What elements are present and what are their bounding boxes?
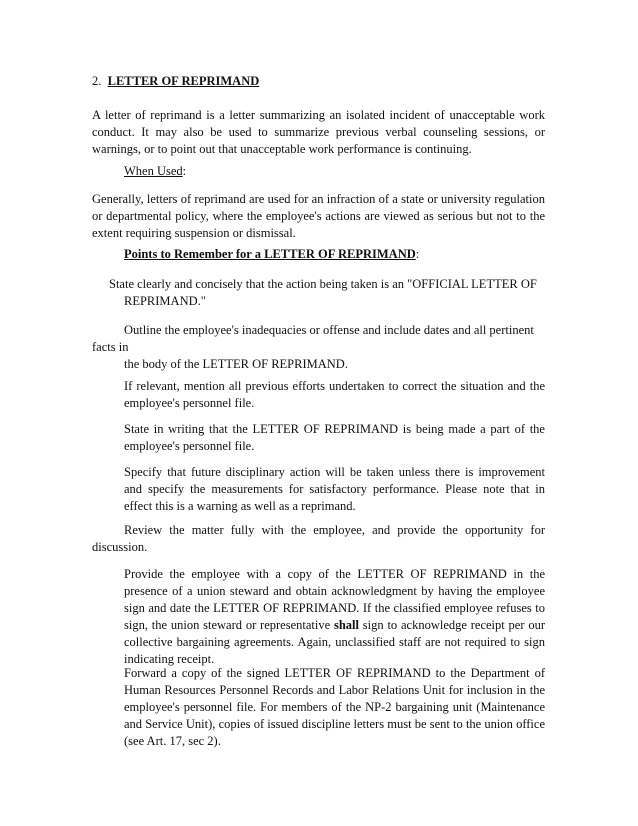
section-heading — [92, 73, 545, 90]
point-2-line-3: the body of the LETTER OF REPRIMAND. — [124, 357, 348, 371]
section-number: 2. — [92, 74, 102, 88]
point-2-line-1: Outline the employee's inadequacies or offense and include dates and all pertinent — [124, 323, 534, 337]
intro-paragraph: A letter of reprimand is a letter summarizing an isolated incident of unacceptable work conduct. It may also be used to summarize previous verbal counseling sessions, or warnings, or to point out that unacceptable work performance is continuing. — [92, 108, 545, 156]
points-heading-label: Points to Remember for a LETTER OF REPRIMAND — [124, 247, 416, 261]
when-used-label: When Used — [124, 164, 183, 178]
point-1-line-2: REPRIMAND." — [124, 294, 206, 308]
point-8: Forward a copy of the signed LETTER OF REPRIMAND to the Department of Human Resources Personnel Records and Labor Relations Unit for inclusion in the employee's personnel file. For members of the NP-2 bargaining unit (Maintenance and Service Unit), copies of issued discipline letters must be sent to the union office (see Art. 17, sec 2). — [124, 666, 545, 748]
point-4: State in writing that the LETTER OF REPRIMAND is being made a part of the employee's personnel file. — [124, 422, 545, 453]
point-3: If relevant, mention all previous efforts undertaken to correct the situation and the employee's personnel file. — [124, 379, 545, 410]
section-title: LETTER OF REPRIMAND — [107, 74, 260, 88]
point-2-line-2: facts in — [92, 340, 129, 354]
point-5: Specify that future disciplinary action will be taken unless there is improvement and specify the measurements for satisfactory performance. Please note that in effect this is a warning as well as a reprimand. — [124, 465, 545, 513]
point-6-line-1: Review the matter fully with the employee, and provide the opportunity for — [124, 523, 545, 537]
point-1-line-1: State clearly and concisely that the action being taken is an "OFFICIAL LETTER OF — [109, 277, 537, 291]
when-used-heading: When Used: — [124, 164, 187, 178]
emphasis-shall: shall — [333, 618, 359, 632]
point-7: Provide the employee with a copy of the LETTER OF REPRIMAND in the presence of a union steward and obtain acknowledgment by having the employee sign and date the LETTER OF REPRIMAND. If the classified employee refuses to sign, the union steward or representative shall sign to acknowledge receipt per our collective bargaining agreements. Again, unclassified staff are not required to sign indicating receipt. — [124, 567, 545, 666]
points-heading: Points to Remember for a LETTER OF REPRIMAND: — [124, 247, 420, 261]
when-used-paragraph: Generally, letters of reprimand are used for an infraction of a state or university regulation or departmental policy, where the employee's actions are viewed as serious but not to the extent requiring suspension or dismissal. — [92, 192, 545, 240]
point-6-line-2: discussion. — [92, 540, 148, 554]
